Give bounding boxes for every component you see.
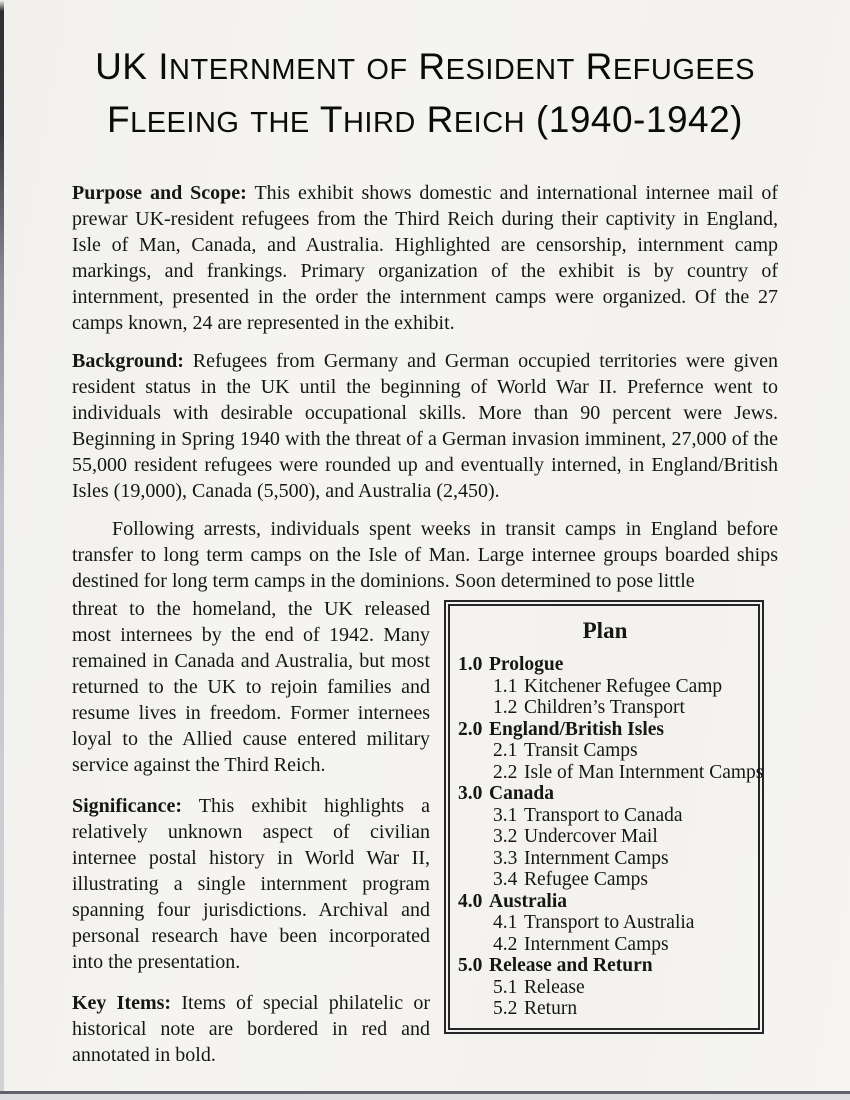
plan-item-3-3 [458, 848, 752, 870]
plan-item-3-4-number: 3.4 [493, 869, 518, 890]
plan-section-3-number: 3.0 [458, 783, 483, 804]
plan-section-4-label: Australia [489, 890, 567, 912]
paragraph-purpose-and-scope [72, 180, 778, 336]
plan-item-4-1 [458, 912, 752, 934]
plan-title: Plan [582, 618, 628, 643]
plan-item-1-2 [458, 697, 752, 719]
title-line-2: FLEEING THE THIRD REICH (1940-1942) [106, 99, 744, 140]
plan-item-2-2-label: Isle of Man Internment Camps [524, 761, 764, 783]
plan-item-4-1-number: 4.1 [493, 912, 518, 933]
significance-text: This exhibit highlights a relatively unknown aspect of civilian internee postal history in World War II, illustrating a single internment program spanning four jurisdictions. Archival and personal research have been incorporated into the presentation. [72, 795, 430, 973]
plan-section-2-label: England/British Isles [489, 718, 665, 740]
plan-section-3-label: Canada [489, 783, 555, 804]
plan-item-3-2-number: 3.2 [493, 826, 518, 847]
plan-box-inner [448, 604, 764, 1030]
plan-section-2 [458, 719, 752, 741]
plan-item-3-2-label: Undercover Mail [524, 826, 658, 847]
paragraph-significance [72, 793, 430, 975]
background-text: Refugees from Germany and German occupied territories were given resident status in the UK until the beginning of World War II. Prefernce went to individuals with desirable occupational skills. More than 90 percent were Jews. Beginning in Spring 1940 with the threat of a German invasion imminent, 27,000 of the 55,000 resident refugees were rounded up and eventually interned, in England/British Isles (19,000), Canada (5,500), and Australia (2,450). [72, 350, 779, 502]
plan-item-5-2 [458, 998, 752, 1020]
plan-item-1-1-number: 1.1 [493, 675, 518, 697]
paragraph-following-arrests: Following arrests, individuals spent weeks in transit camps in England before transfer to long term camps on the Isle of Man. Large internee groups boarded ships destined for long term camps in the dominions. Soon determined to pose little [72, 518, 778, 592]
plan-item-3-4-label: Refugee Camps [524, 869, 649, 890]
plan-item-3-1-label: Transport to Canada [524, 804, 683, 826]
plan-section-3 [458, 783, 752, 805]
plan-item-5-1-label: Release [524, 976, 585, 998]
plan-section-2-number: 2.0 [458, 718, 483, 740]
plan-item-3-4 [458, 869, 752, 891]
plan-item-4-1-label: Transport to Australia [524, 912, 695, 933]
plan-box [444, 600, 764, 1034]
plan-item-3-1 [458, 805, 752, 827]
plan-section-1 [458, 654, 752, 676]
purpose-and-scope-label: Purpose and Scope: [72, 182, 247, 204]
plan-section-5-number: 5.0 [458, 955, 483, 976]
plan-item-2-1 [458, 740, 752, 762]
plan-item-1-1-label: Kitchener Refugee Camp [524, 675, 723, 697]
plan-item-2-2-number: 2.2 [493, 761, 518, 783]
plan-item-2-1-number: 2.1 [493, 740, 518, 761]
plan-section-4 [458, 891, 752, 913]
left-text-column [72, 596, 430, 1083]
paragraph-following-arrests-continued: threat to the homeland, the UK released most internees by the end of 1942. Many remained in Canada and Australia, but most returned to the UK to rejoin families and resume lives in freedom. Former internees loyal to the Allied cause entered military service against the Third Reich. [72, 598, 430, 776]
plan-item-2-1-label: Transit Camps [524, 740, 638, 761]
plan-item-3-3-number: 3.3 [493, 847, 518, 869]
plan-item-3-1-number: 3.1 [493, 804, 518, 826]
plan-item-3-3-label: Internment Camps [524, 847, 669, 869]
key-items-text: Items of special philatelic or historical note are bordered in red and annotated in bold. [72, 992, 431, 1066]
paragraph-background [72, 348, 778, 504]
plan-section-1-label: Prologue [489, 654, 564, 675]
plan-item-5-2-label: Return [524, 998, 578, 1019]
significance-label: Significance: [72, 795, 182, 817]
key-items-label: Key Items: [72, 992, 172, 1014]
plan-section-4-number: 4.0 [458, 890, 483, 912]
purpose-and-scope-text: This exhibit shows domestic and international internee mail of prewar UK-resident refugees from the Third Reich during their captivity in England, Isle of Man, Canada, and Australia. Highlighted are censorship, internment camp markings, and frankings. Primary organization of the exhibit is by country of internment, presented in the order the internment camps were organized. Of the 27 camps known, 24 are represented in the exhibit. [72, 182, 779, 334]
plan-item-1-2-number: 1.2 [493, 697, 518, 718]
plan-item-4-2-label: Internment Camps [524, 933, 669, 955]
plan-section-5 [458, 955, 752, 977]
scan-edge-bottom [0, 1091, 850, 1100]
scan-edge-left [0, 0, 4, 1100]
plan-item-1-2-label: Children’s Transport [524, 697, 685, 718]
plan-item-5-1-number: 5.1 [493, 976, 518, 998]
plan-item-3-2 [458, 826, 752, 848]
plan-item-4-2-number: 4.2 [493, 933, 518, 955]
page-title [0, 0, 850, 148]
paragraph-key-items [72, 990, 430, 1068]
plan-item-5-2-number: 5.2 [493, 998, 518, 1019]
page-body [72, 180, 778, 1083]
background-label: Background: [72, 350, 184, 372]
plan-section-1-number: 1.0 [458, 654, 483, 675]
wrap-row [72, 596, 778, 1083]
plan-section-5-label: Release and Return [489, 955, 653, 976]
plan-item-5-1 [458, 977, 752, 999]
plan-item-1-1 [458, 676, 752, 698]
title-line-1: UK INTERNMENT OF RESIDENT REFUGEES [95, 46, 755, 87]
plan-item-2-2 [458, 761, 764, 784]
plan-item-4-2 [458, 934, 752, 956]
